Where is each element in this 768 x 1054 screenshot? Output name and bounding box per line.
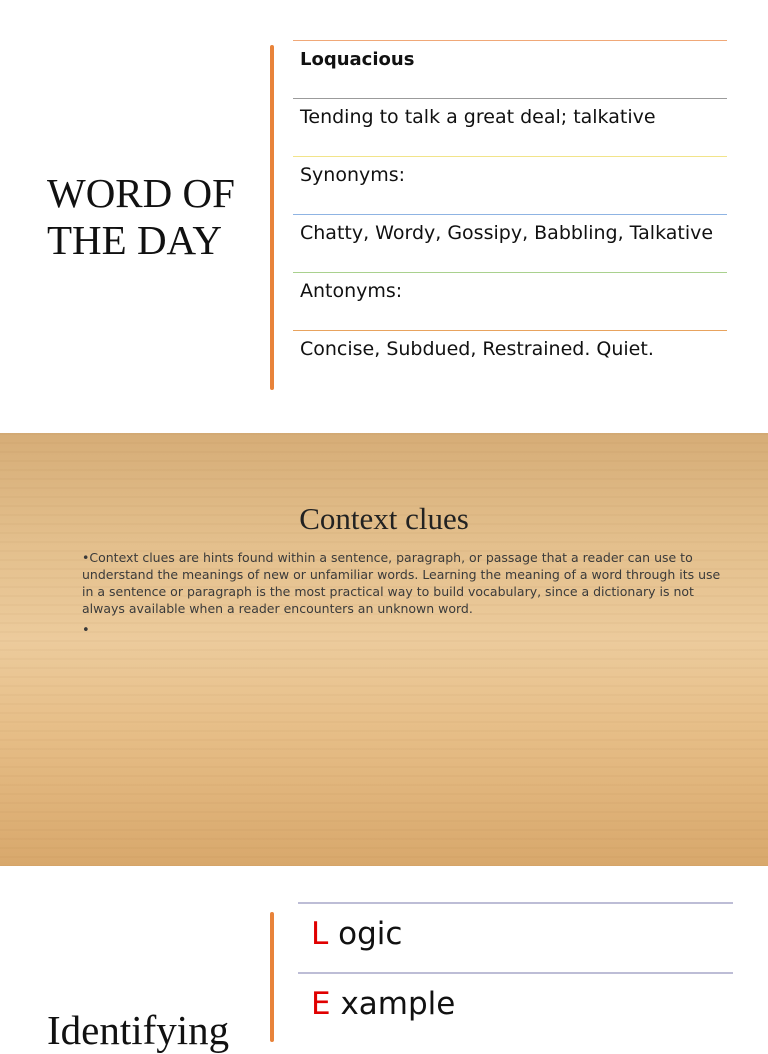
divider <box>293 40 727 41</box>
divider <box>298 972 733 974</box>
synonyms-list: Chatty, Wordy, Gossipy, Babbling, Talkative <box>300 222 714 244</box>
divider <box>293 330 727 331</box>
acronym-letter: L <box>311 916 329 952</box>
divider <box>298 902 733 904</box>
divider <box>293 214 727 215</box>
slide-title: Context clues <box>299 501 469 536</box>
item-rest: ogic <box>338 916 403 952</box>
context-clues-body: •Context clues are hints found within a sentence, paragraph, or passage that a reader can use to understand the meanings of new or unfamiliar words. Learning the meaning of a word through its use in a sentence or paragraph is the most practical way to build vocabulary, since a dictionary is not always available when a reader encounters an unknown word. <box>82 550 721 616</box>
word-definition: Tending to talk a great deal; talkative <box>300 106 656 128</box>
slide-title: Identifying <box>47 1007 230 1053</box>
list-item-logic <box>311 916 402 952</box>
word-of-the-day-slide <box>0 0 768 432</box>
divider <box>293 272 727 273</box>
accent-bar <box>270 912 274 1042</box>
list-item-example <box>311 986 455 1022</box>
antonyms-label: Antonyms: <box>300 280 403 302</box>
slide-title: WORD OF THE DAY <box>47 170 235 263</box>
accent-bar <box>270 45 274 390</box>
word-term: Loquacious <box>300 49 415 70</box>
divider <box>293 156 727 157</box>
antonyms-list: Concise, Subdued, Restrained. Quiet. <box>300 338 654 360</box>
identifying-slide <box>0 866 768 1053</box>
acronym-letter: E <box>311 986 331 1022</box>
divider <box>293 98 727 99</box>
context-clues-slide <box>0 433 768 866</box>
synonyms-label: Synonyms: <box>300 164 406 186</box>
empty-bullet: • <box>82 623 90 638</box>
item-rest: xample <box>340 986 456 1022</box>
